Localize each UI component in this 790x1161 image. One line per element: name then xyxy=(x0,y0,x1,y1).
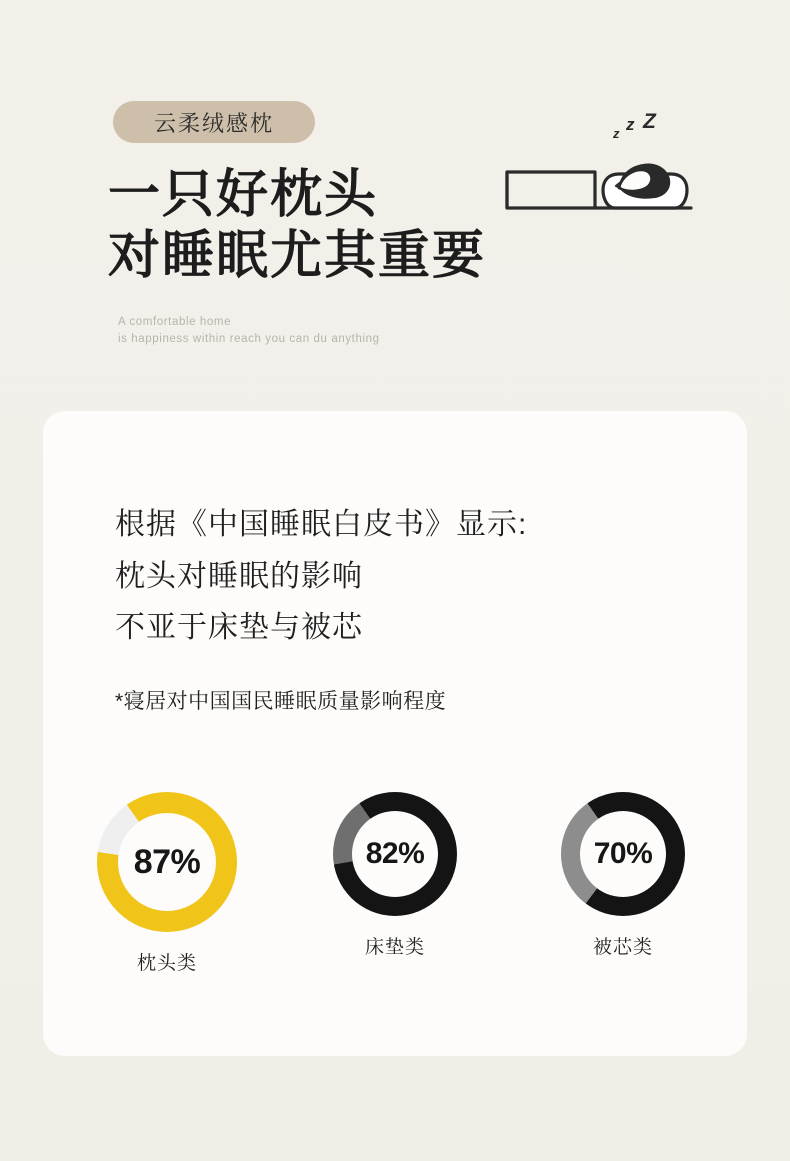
donut-item-mattress xyxy=(311,792,479,975)
hero-subtitle-line-1: A comfortable home xyxy=(118,316,232,328)
product-badge-label: 云柔绒感枕 xyxy=(153,110,274,136)
donut-center-mattress xyxy=(352,811,438,897)
chart-caption: *寝居对中国国民睡眠质量影响程度 xyxy=(115,690,447,713)
donut-value-quilt: 70% xyxy=(593,837,653,870)
donut-label-mattress: 床垫类 xyxy=(364,937,425,958)
donut-chart-group xyxy=(43,792,747,975)
donut-center-pillow xyxy=(118,813,216,911)
sleeping-person-illustration xyxy=(495,110,710,245)
donut-chart-mattress xyxy=(333,792,457,916)
card-heading-line-1: 根据《中国睡眠白皮书》显示: xyxy=(115,508,528,541)
sleeping-person-icon xyxy=(495,110,710,245)
info-card xyxy=(43,411,747,1056)
donut-label-pillow: 枕头类 xyxy=(136,953,197,974)
zzz-large: Z xyxy=(643,110,656,133)
donut-value-pillow: 87% xyxy=(133,842,201,881)
donut-chart-quilt xyxy=(561,792,685,916)
zzz-medium: z xyxy=(626,115,635,134)
donut-item-quilt xyxy=(539,792,707,975)
donut-label-quilt: 被芯类 xyxy=(592,937,653,958)
donut-item-pillow xyxy=(83,792,251,975)
hero-subtitle xyxy=(118,314,380,349)
hero-subtitle-line-2: is happiness within reach you can du anything xyxy=(118,333,380,346)
card-heading-line-3: 不亚于床垫与被芯 xyxy=(115,611,363,645)
product-badge xyxy=(113,101,315,143)
donut-value-mattress: 82% xyxy=(365,837,425,870)
headline-line-1: 一只好枕头 xyxy=(108,166,379,224)
donut-center-quilt xyxy=(580,811,666,897)
card-heading-line-2: 枕头对睡眠的影响 xyxy=(115,559,363,593)
page-title xyxy=(108,165,486,288)
card-heading xyxy=(115,499,527,654)
donut-chart-pillow xyxy=(97,792,237,932)
zzz-small: z xyxy=(613,126,620,141)
headline-line-2: 对睡眠尤其重要 xyxy=(108,227,487,286)
